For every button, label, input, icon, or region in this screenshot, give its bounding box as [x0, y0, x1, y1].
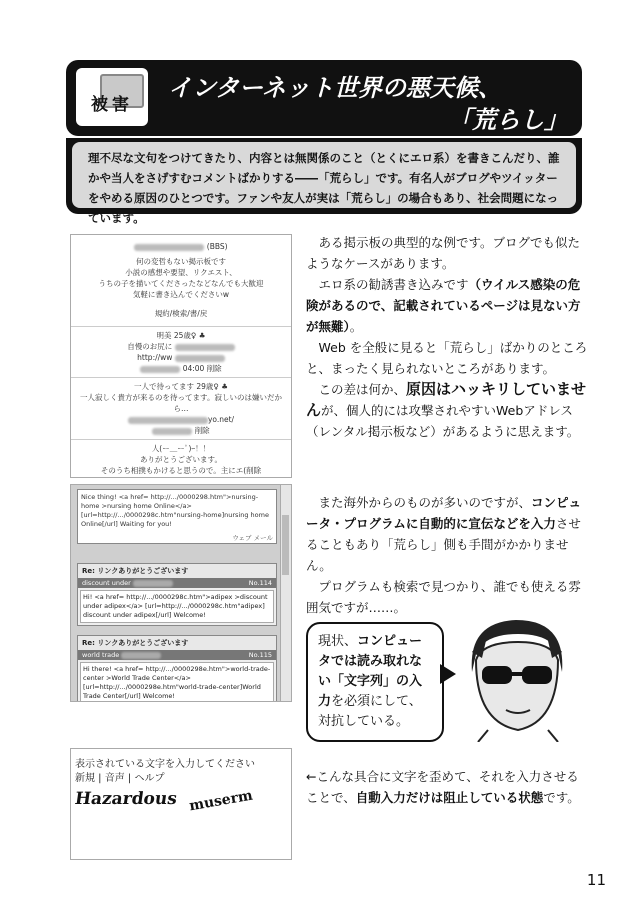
- body-text-upper: [306, 232, 590, 442]
- speech-bubble: [306, 622, 444, 742]
- post-body: そのうち相撲もかけると思うので。主にエ(削除: [100, 466, 262, 475]
- paragraph: [306, 492, 590, 576]
- spam-reply: [77, 563, 277, 626]
- bbs-title: (BBS): [206, 242, 228, 251]
- reply-subject-bar: [78, 650, 276, 660]
- page-number: 11: [586, 871, 606, 889]
- spam-post: [77, 489, 277, 544]
- blurred-text: [121, 652, 161, 659]
- post-body: ありがとうございます。: [140, 455, 222, 464]
- bubble-tail: [440, 664, 456, 684]
- post-url: http://ww: [137, 353, 173, 362]
- captcha-word-2: muserm: [188, 787, 254, 815]
- chapter-header: [66, 60, 582, 136]
- bubble-bold-text: コンピュータでは読み取れない「文字列」の入力: [318, 634, 423, 709]
- damage-label: 被害: [91, 95, 133, 115]
- reply-body: Hi! <a href= http://.../0000298c.htm">adipex >discount under adipex</a> [url=http://.../0000298c.htm"adipex] discount under adipex[/url] Welcome!: [80, 590, 274, 623]
- blurred-text: [133, 580, 173, 587]
- paragraph: [306, 274, 590, 337]
- intro-text: 理不尽な文句をつけてきたり、内容とは無関係のこと（とくにエロ系）を書きこんだり、誰かや当人をさげすむコメントばかりする――「荒らし」です。有名人がブログやツイッターをやめる原因のひとつです。ファンや友人が実は「荒らし」の場合もあり、社会問題になっています。: [72, 142, 576, 208]
- bold-text: 自動入力だけは阻止している状態: [355, 790, 544, 805]
- captcha-caption: [306, 766, 590, 808]
- post-body: 自慢のお尻に: [127, 342, 173, 351]
- text-span: させることもあり「荒らし」側も手間がかかりません。: [306, 516, 581, 573]
- captcha-help-link[interactable]: ヘルプ: [134, 773, 165, 784]
- bbs-intro-line: 何の変哲もない掲示板です: [136, 257, 226, 266]
- text-span: です。: [543, 790, 580, 805]
- reply-body: Hi there! <a href= http://.../0000298e.htm">world-trade-center >World Trade Center</a> [url=http://.../0000298e.htm"world-trade-center]World Trade Center[/url] Welcome!: [80, 662, 274, 702]
- bold-text: コンピュータ・プログラムに自動的に宣伝などを入力: [306, 495, 582, 531]
- post-time: 削除: [194, 426, 210, 435]
- bbs-post: [71, 327, 291, 378]
- captcha-new-link[interactable]: 新規: [75, 773, 95, 784]
- captcha-word-1: Hazardous: [73, 789, 179, 809]
- paragraph: ある掲示板の典型的な例です。ブログでも似たようなケースがあります。: [306, 235, 581, 271]
- bbs-intro-line: 気軽に書き込んでくださいw: [132, 290, 230, 299]
- scrollbar[interactable]: [280, 485, 291, 701]
- reply-subject: world trade: [82, 651, 120, 659]
- blurred-date: [140, 366, 180, 373]
- post-name: 一人で待ってます 29歳♀ ♣: [133, 382, 229, 391]
- body-text-middle: [306, 492, 590, 618]
- bbs-header: [71, 235, 291, 327]
- bold-text: （ウイルス感染の危険があるので、記載されているページは見ない方が無難）: [306, 277, 581, 334]
- bbs-intro-line: 小説の感想や要望、リクエスト、: [125, 268, 237, 277]
- bubble-text: を必須にして、対抗している。: [318, 694, 422, 729]
- bbs-nav[interactable]: 規約/検索/書/戻: [154, 309, 208, 318]
- post-body: [118, 477, 245, 478]
- character-illustration: [458, 612, 576, 742]
- captcha-screenshot: [70, 748, 292, 860]
- text-span: また海外からのものが多いのですが、: [318, 495, 532, 510]
- spam-post-text: Nice thing! <a href= http://.../0000298.htm">nursing-home >nursing home Online</a> [url=http://.../0000298c.htm"nursing-home]nursing home Online[/url] Waiting for you!: [81, 493, 269, 528]
- spam-reply: [77, 635, 277, 702]
- reply-title: Re: リンクありがとうございます: [78, 564, 276, 578]
- reply-subject: discount under: [82, 579, 131, 587]
- text-span: が、個人的には攻撃されやすいWebアドレス（レンタル掲示板など）があるように思えます。: [306, 403, 580, 439]
- reply-number: No.115: [248, 651, 272, 659]
- blurred-title: [134, 244, 204, 251]
- blurred-date: [152, 428, 192, 435]
- captcha-audio-link[interactable]: 音声: [104, 773, 125, 784]
- post-links[interactable]: ウェブ メール: [232, 534, 273, 542]
- text-span: ←こんな具合に文字を歪めて、それを入力させることで、: [306, 769, 579, 805]
- reply-number: No.114: [248, 579, 272, 587]
- bold-text: 原因はハッキリしていません: [306, 380, 587, 419]
- text-span: エロ系の勧誘書き込みです: [318, 277, 469, 292]
- post-url: yo.net/: [207, 415, 235, 424]
- text-span: この差は何か、: [318, 382, 407, 397]
- captcha-links: 新規 | 音声 | ヘルプ: [75, 773, 165, 784]
- bbs-intro: [73, 256, 289, 300]
- paragraph: [306, 379, 590, 442]
- post-body: 一人寂しく貴方が来るのを待ってます。寂しいのは嫌いだから…: [80, 393, 282, 413]
- chapter-title-line2: 「荒らし」: [448, 106, 568, 134]
- reply-subject-bar: [78, 578, 276, 588]
- intro-box: [66, 138, 582, 225]
- captcha-instruction: 表示されている文字を入力してください: [75, 759, 255, 770]
- bubble-text: 現状、: [318, 634, 358, 649]
- post-name: 人(ー＿ーﾟ)ｰ！！: [151, 444, 211, 453]
- paragraph: Web を全般に見ると「荒らし」ばかりのところと、まったく見られないところがあります。: [306, 340, 588, 376]
- bbs-intro-line: うちの子を描いてくださったなどなんでも大歓迎: [98, 279, 264, 288]
- damage-badge: [76, 68, 148, 126]
- blurred-text: [128, 417, 208, 424]
- bbs-post: [71, 378, 291, 440]
- bbs-post: [71, 440, 291, 478]
- bbs-screenshot: [70, 234, 292, 478]
- spam-screenshot: [70, 484, 292, 702]
- reply-title: Re: リンクありがとうございます: [78, 636, 276, 650]
- scrollbar-thumb[interactable]: [282, 515, 289, 575]
- post-name: 明美 25歳♀ ♣: [156, 331, 206, 340]
- paragraph: プログラムも検索で見つかり、誰でも使える雰囲気ですが……。: [306, 579, 581, 615]
- blurred-text: [175, 355, 225, 362]
- chapter-title-line1: インターネット世界の悪天候、: [168, 74, 502, 102]
- text-span: 。: [349, 319, 363, 334]
- blurred-text: [175, 344, 235, 351]
- post-time: 04:00 削除: [182, 364, 222, 373]
